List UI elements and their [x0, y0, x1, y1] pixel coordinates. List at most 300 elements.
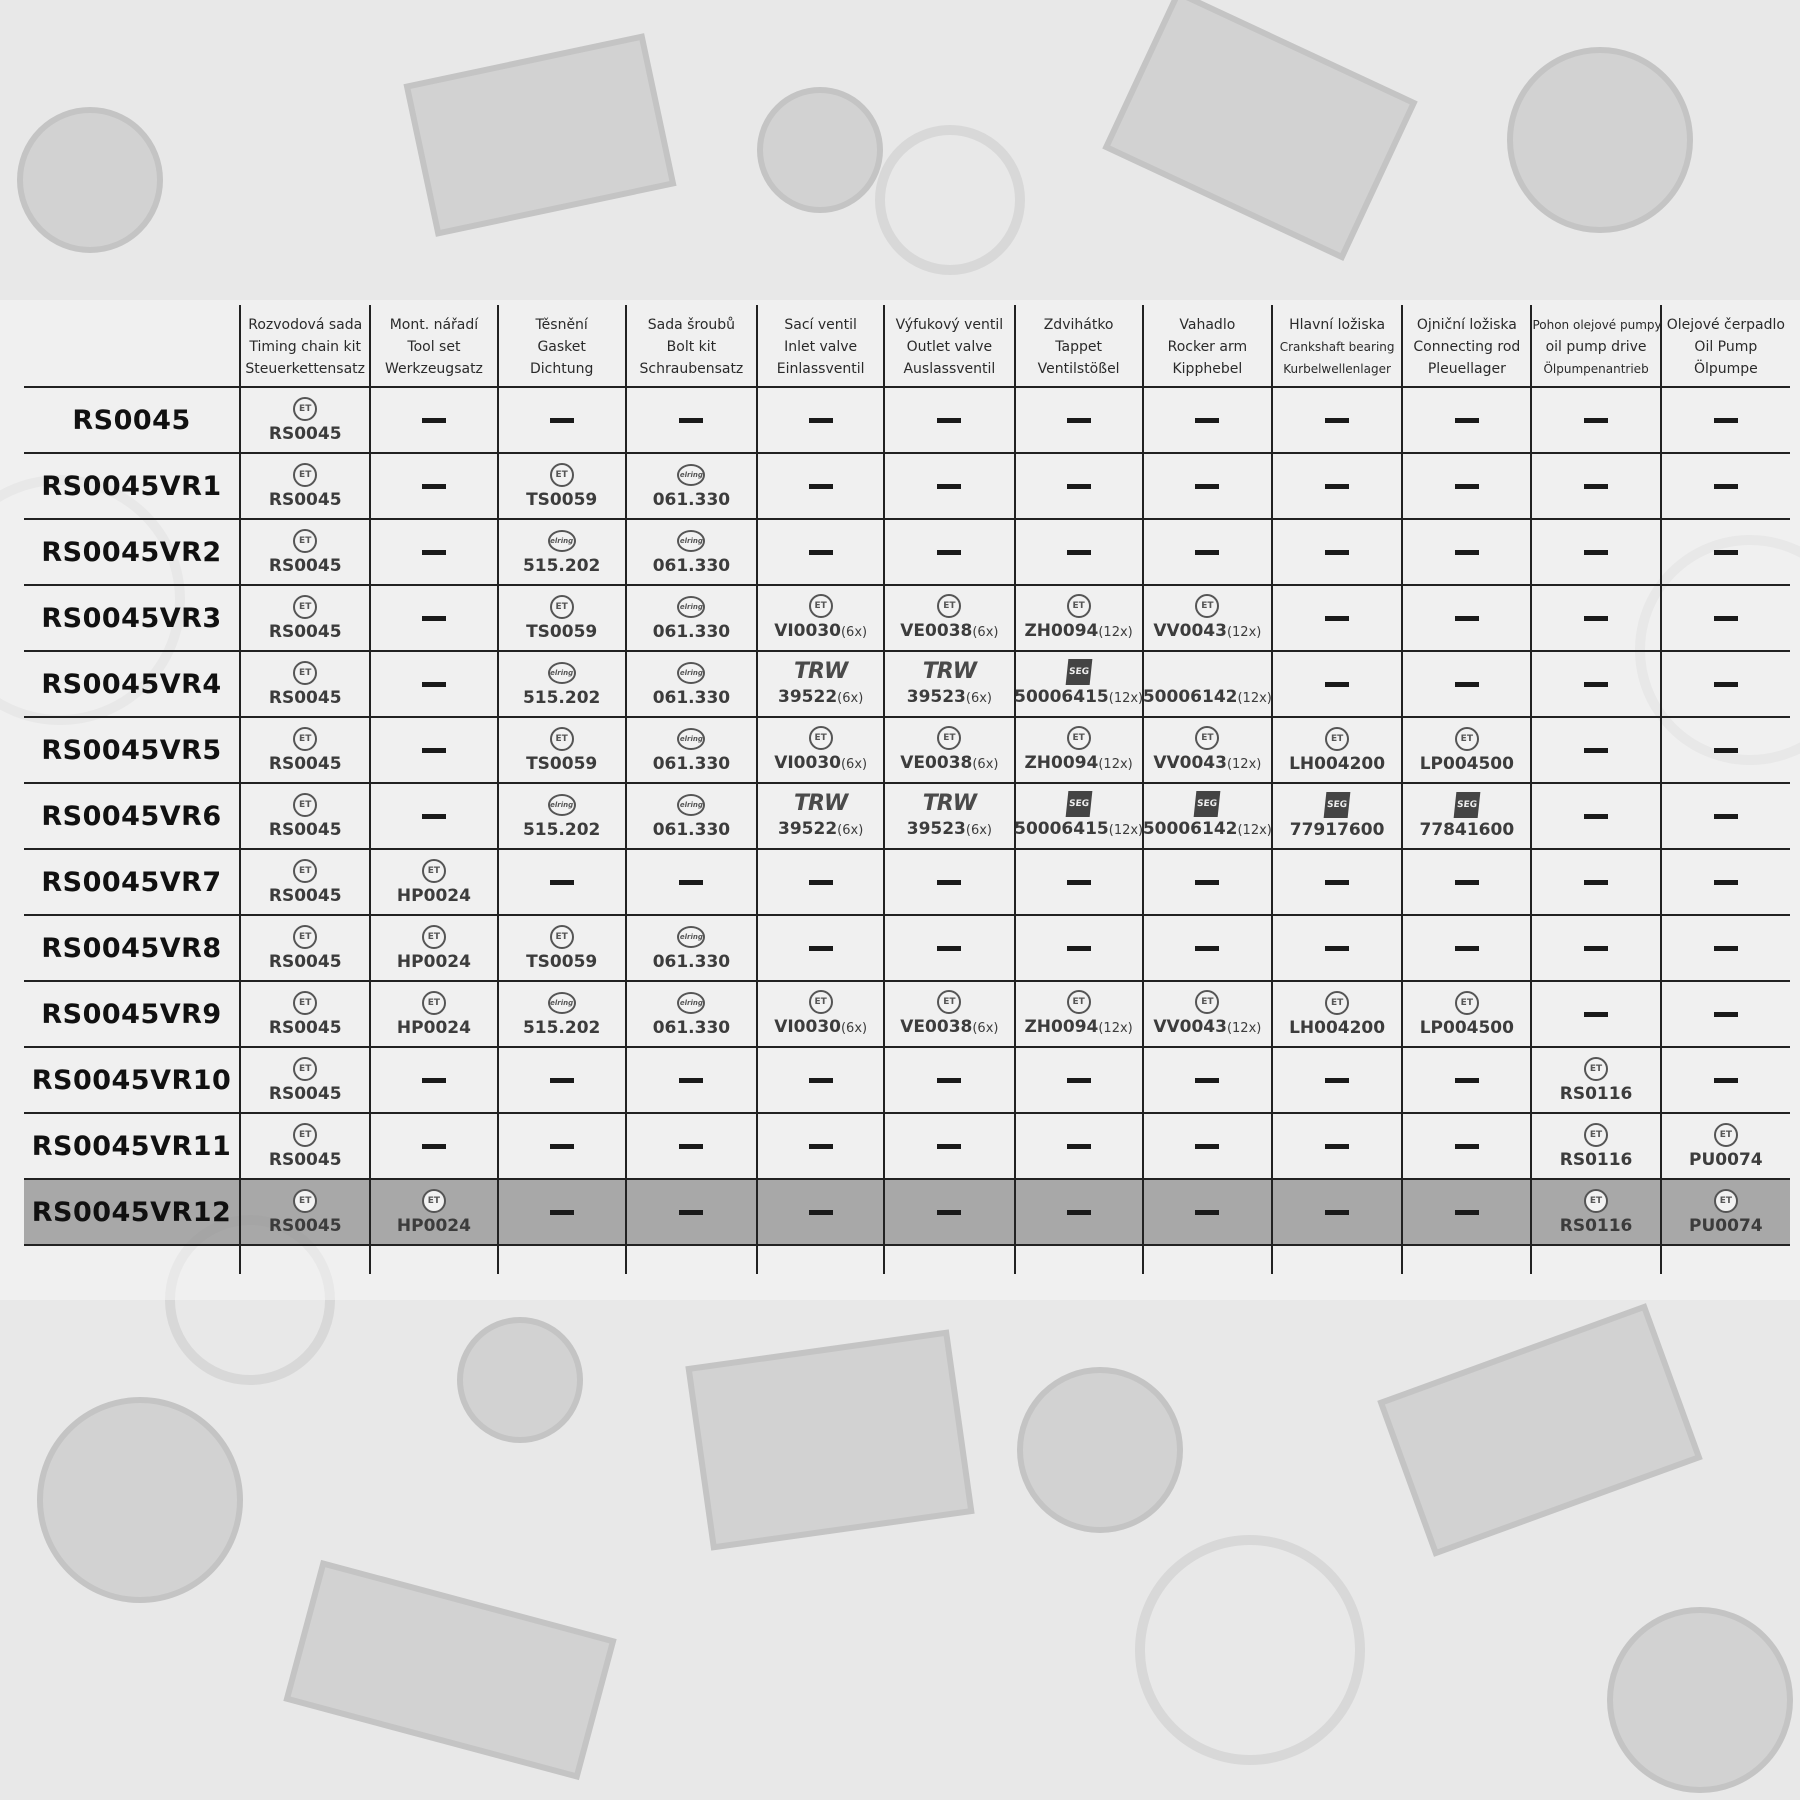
part-number	[1560, 1216, 1633, 1236]
column-header-label: Těsnění	[535, 317, 588, 333]
part-cell-content	[371, 454, 496, 518]
part-cell	[498, 651, 626, 717]
table-row	[24, 783, 1790, 849]
brand-logo	[1325, 793, 1349, 817]
part-cell	[757, 717, 884, 783]
not-included-dash	[679, 418, 703, 423]
part-number	[1153, 621, 1261, 643]
elring-logo-icon: elring	[677, 728, 705, 750]
part-number	[1143, 819, 1272, 841]
part-code: LH004200	[1289, 1017, 1386, 1038]
part-cell-content	[885, 454, 1013, 518]
part-cell-content	[885, 1180, 1013, 1244]
not-included-dash	[422, 418, 446, 423]
part-number	[526, 754, 597, 774]
part-cell	[626, 783, 757, 849]
not-included-dash	[422, 550, 446, 555]
brand-logo	[422, 925, 446, 949]
column-header-label: Rocker arm	[1167, 339, 1248, 355]
part-code: 39522	[778, 686, 838, 707]
table-body	[24, 387, 1790, 1245]
part-cell-content	[1273, 1114, 1401, 1178]
column-tail	[1401, 1246, 1403, 1274]
part-cell	[498, 783, 626, 849]
part-cell-content	[1532, 1180, 1659, 1244]
brand-logo	[1714, 1123, 1738, 1147]
part-cell	[1015, 585, 1143, 651]
part-cell	[240, 783, 370, 849]
part-cell	[1015, 915, 1143, 981]
part-cell-content	[1662, 850, 1790, 914]
part-quantity: (12x)	[1226, 756, 1262, 772]
part-code: RS0045	[268, 423, 342, 444]
part-cell	[1402, 783, 1531, 849]
part-number	[653, 622, 730, 642]
part-cell	[1531, 387, 1660, 453]
elring-logo-icon: elring	[548, 992, 576, 1014]
part-cell-content	[1273, 652, 1401, 716]
column-tail	[1271, 1246, 1273, 1274]
part-cell	[1015, 519, 1143, 585]
part-cell-content	[1532, 520, 1659, 584]
not-included-dash	[1455, 1144, 1479, 1149]
part-code: RS0045	[268, 1215, 342, 1236]
part-number	[1289, 754, 1385, 774]
part-cell-content	[1532, 1048, 1659, 1112]
part-cell-content	[1532, 454, 1659, 518]
part-cell-content	[1662, 586, 1790, 650]
part-cell	[1015, 849, 1143, 915]
part-cell	[884, 915, 1014, 981]
brand-logo	[1195, 594, 1219, 618]
part-cell	[1272, 519, 1402, 585]
part-cell	[884, 651, 1014, 717]
kit-number: RS0045VR10	[24, 1047, 240, 1113]
part-cell	[884, 849, 1014, 915]
part-cell	[498, 1179, 626, 1245]
part-cell-content	[499, 850, 625, 914]
part-cell-content	[371, 586, 496, 650]
part-number	[1024, 753, 1132, 775]
part-cell	[1531, 1179, 1660, 1245]
part-cell	[626, 1113, 757, 1179]
not-included-dash	[1584, 616, 1608, 621]
part-code: TS0059	[526, 489, 598, 510]
part-cell-content	[1662, 454, 1790, 518]
part-cell-content	[758, 982, 883, 1046]
column-header-oil-pump-drive	[1531, 305, 1660, 387]
brand-logo	[293, 1123, 317, 1147]
brand-logo	[548, 793, 576, 817]
part-cell	[1143, 717, 1272, 783]
part-cell	[498, 519, 626, 585]
part-cell-content	[241, 1180, 369, 1244]
column-header-tool-set	[370, 305, 497, 387]
brand-logo	[923, 660, 976, 684]
part-cell-content	[1403, 1048, 1530, 1112]
part-cell-content	[241, 454, 369, 518]
part-cell	[757, 519, 884, 585]
part-cell	[370, 1047, 497, 1113]
part-cell-content	[758, 850, 883, 914]
part-cell	[498, 717, 626, 783]
et-logo-icon: ET	[1067, 726, 1091, 750]
column-tail	[369, 1246, 371, 1274]
elring-logo-icon: elring	[677, 596, 705, 618]
not-included-dash	[1325, 880, 1349, 885]
part-cell	[626, 387, 757, 453]
part-cell-content	[627, 718, 756, 782]
et-logo-icon: ET	[809, 990, 833, 1014]
column-header-label: Tappet	[1055, 339, 1102, 355]
not-included-dash	[1195, 484, 1219, 489]
part-code: LP004500	[1419, 1017, 1514, 1038]
part-code: PU0074	[1689, 1215, 1763, 1236]
not-included-dash	[1714, 418, 1738, 423]
part-cell-content	[627, 784, 756, 848]
part-cell	[1272, 717, 1402, 783]
part-code: LH004200	[1289, 753, 1386, 774]
part-number	[269, 556, 342, 576]
column-header-label: Pleuellager	[1427, 361, 1506, 377]
column-header-label: Rozvodová sada	[248, 317, 363, 333]
part-cell-content	[241, 1114, 369, 1178]
part-quantity: (12x)	[1108, 822, 1144, 838]
part-cell	[370, 387, 497, 453]
brand-logo	[794, 660, 847, 684]
part-number	[1153, 1017, 1261, 1039]
part-number	[523, 556, 600, 576]
part-cell-content	[1662, 718, 1790, 782]
elring-logo-icon: elring	[677, 992, 705, 1014]
not-included-dash	[809, 550, 833, 555]
part-cell	[757, 849, 884, 915]
not-included-dash	[1067, 946, 1091, 951]
part-cell	[1402, 1113, 1531, 1179]
column-header-label: oil pump drive	[1545, 339, 1647, 355]
part-cell	[884, 783, 1014, 849]
part-code: HP0024	[396, 951, 471, 972]
column-header-label: Auslassventil	[903, 361, 996, 377]
not-included-dash	[1195, 1210, 1219, 1215]
part-quantity: (12x)	[1098, 1020, 1133, 1036]
part-code: 061.330	[652, 621, 731, 642]
part-code: 50006142	[1142, 686, 1238, 707]
not-included-dash	[1584, 550, 1608, 555]
part-cell	[240, 585, 370, 651]
part-quantity: (6x)	[965, 822, 992, 838]
part-cell	[1531, 717, 1660, 783]
brand-logo	[1714, 1189, 1738, 1213]
part-cell-content	[1403, 916, 1530, 980]
column-header-label: Timing chain kit	[249, 339, 361, 355]
part-cell	[1015, 1179, 1143, 1245]
part-cell-content	[1144, 982, 1271, 1046]
brand-logo	[293, 595, 317, 619]
part-code: LP004500	[1419, 753, 1514, 774]
part-cell-content	[1144, 1114, 1271, 1178]
not-included-dash	[809, 946, 833, 951]
part-cell-content	[1273, 916, 1401, 980]
brand-logo	[937, 594, 961, 618]
part-number	[907, 687, 992, 709]
brand-logo	[1067, 990, 1091, 1014]
part-cell-content	[1144, 916, 1271, 980]
not-included-dash	[550, 1078, 574, 1083]
part-cell	[1272, 1113, 1402, 1179]
brand-logo	[1067, 594, 1091, 618]
part-cell-content	[885, 520, 1013, 584]
column-header-label: Schraubensatz	[639, 361, 744, 377]
part-number	[653, 688, 730, 708]
not-included-dash	[1325, 550, 1349, 555]
not-included-dash	[1714, 484, 1738, 489]
not-included-dash	[1325, 418, 1349, 423]
part-quantity: (6x)	[840, 624, 868, 640]
part-cell-content	[1403, 1180, 1530, 1244]
part-cell-content	[371, 1180, 496, 1244]
part-cell	[1661, 387, 1790, 453]
part-cell	[626, 1047, 757, 1113]
part-code: VE0038	[900, 620, 973, 641]
brand-logo	[1067, 660, 1091, 684]
kit-number: RS0045VR6	[24, 783, 240, 849]
column-header-label: Werkzeugsatz	[384, 361, 483, 377]
part-code: RS0045	[268, 555, 342, 576]
not-included-dash	[1195, 418, 1219, 423]
part-number	[774, 753, 867, 775]
part-cell	[1661, 651, 1790, 717]
column-tail	[1142, 1246, 1144, 1274]
part-cell-content	[1144, 1048, 1271, 1112]
column-header-label: Olejové čerpadlo	[1666, 317, 1785, 333]
brand-logo	[937, 990, 961, 1014]
part-number	[1689, 1150, 1763, 1170]
part-code: 50006415	[1014, 686, 1109, 707]
et-logo-icon: ET	[1195, 990, 1219, 1014]
not-included-dash	[1325, 616, 1349, 621]
part-cell	[626, 1179, 757, 1245]
part-cell-content	[241, 1048, 369, 1112]
et-logo-icon: ET	[937, 990, 961, 1014]
part-cell-content	[371, 388, 496, 452]
part-number	[269, 1018, 342, 1038]
part-cell-content	[1403, 586, 1530, 650]
table-row	[24, 651, 1790, 717]
column-header-label: Mont. nářadí	[389, 317, 479, 333]
part-cell-content	[885, 718, 1013, 782]
part-number	[1420, 1018, 1514, 1038]
column-header-label: Vahadlo	[1179, 317, 1236, 333]
brand-logo	[1195, 792, 1219, 816]
part-code: VI0030	[774, 752, 841, 773]
et-logo-icon: ET	[293, 397, 317, 421]
part-number	[269, 1216, 342, 1236]
seg-logo-icon: SEG	[1453, 792, 1480, 818]
part-cell	[1143, 981, 1272, 1047]
part-code: ZH0094	[1024, 752, 1099, 773]
kit-number: RS0045VR11	[24, 1113, 240, 1179]
brand-logo	[293, 859, 317, 883]
part-quantity: (12x)	[1226, 624, 1262, 640]
column-header-label: Einlassventil	[776, 361, 865, 377]
not-included-dash	[937, 550, 961, 555]
part-code: PU0074	[1689, 1149, 1763, 1170]
part-cell-content	[1532, 1114, 1659, 1178]
not-included-dash	[1325, 1210, 1349, 1215]
part-cell	[884, 519, 1014, 585]
not-included-dash	[679, 1210, 703, 1215]
column-tail	[883, 1246, 885, 1274]
kit-number: RS0045VR4	[24, 651, 240, 717]
part-cell-content	[758, 1048, 883, 1112]
part-cell-content	[758, 520, 883, 584]
et-logo-icon: ET	[293, 727, 317, 751]
part-number	[900, 621, 998, 643]
part-cell	[1402, 1047, 1531, 1113]
part-code: TS0059	[526, 753, 598, 774]
et-logo-icon: ET	[1325, 727, 1349, 751]
not-included-dash	[809, 880, 833, 885]
part-cell	[1661, 453, 1790, 519]
et-logo-icon: ET	[293, 1123, 317, 1147]
not-included-dash	[1195, 550, 1219, 555]
part-cell	[240, 453, 370, 519]
part-cell-content	[1532, 388, 1659, 452]
brand-logo	[1195, 990, 1219, 1014]
part-quantity: (6x)	[965, 690, 992, 706]
part-code: ZH0094	[1024, 1016, 1099, 1037]
part-cell	[1272, 1047, 1402, 1113]
part-code: TS0059	[526, 951, 598, 972]
not-included-dash	[1584, 1012, 1608, 1017]
part-cell	[884, 387, 1014, 453]
part-number	[397, 952, 471, 972]
column-header-rocker-arm	[1143, 305, 1272, 387]
part-cell-content	[1662, 916, 1790, 980]
not-included-dash	[1067, 550, 1091, 555]
column-header-connecting-rod	[1402, 305, 1531, 387]
part-cell-content	[1144, 1180, 1271, 1244]
et-logo-icon: ET	[550, 727, 574, 751]
part-cell	[1531, 519, 1660, 585]
part-cell	[1015, 1113, 1143, 1179]
not-included-dash	[1714, 550, 1738, 555]
elring-logo-icon: elring	[548, 530, 576, 552]
not-included-dash	[550, 1144, 574, 1149]
brand-logo	[1067, 792, 1091, 816]
et-logo-icon: ET	[1584, 1057, 1608, 1081]
et-logo-icon: ET	[809, 594, 833, 618]
part-cell	[1143, 783, 1272, 849]
column-header-label: Kipphebel	[1172, 361, 1243, 377]
brand-logo	[677, 793, 705, 817]
part-cell	[1143, 1047, 1272, 1113]
part-code: 061.330	[652, 687, 731, 708]
part-cell-content	[627, 454, 756, 518]
part-code: RS0045	[268, 885, 342, 906]
kit-number: RS0045VR2	[24, 519, 240, 585]
part-cell-content	[885, 850, 1013, 914]
table-row	[24, 387, 1790, 453]
not-included-dash	[1714, 1012, 1738, 1017]
part-cell	[240, 1113, 370, 1179]
not-included-dash	[679, 1144, 703, 1149]
not-included-dash	[809, 1078, 833, 1083]
column-header-label: Crankshaft bearing	[1279, 340, 1395, 354]
part-cell	[884, 717, 1014, 783]
not-included-dash	[550, 880, 574, 885]
brand-logo	[1455, 727, 1479, 751]
brand-logo	[1584, 1123, 1608, 1147]
et-logo-icon: ET	[293, 529, 317, 553]
part-cell	[370, 849, 497, 915]
et-logo-icon: ET	[293, 595, 317, 619]
part-cell-content	[1403, 1114, 1530, 1178]
part-cell	[498, 453, 626, 519]
part-number	[1024, 621, 1132, 643]
part-cell-content	[1273, 586, 1401, 650]
part-cell-content	[1403, 652, 1530, 716]
part-cell-content	[885, 652, 1013, 716]
et-logo-icon: ET	[1584, 1189, 1608, 1213]
part-cell	[626, 915, 757, 981]
et-logo-icon: ET	[1195, 594, 1219, 618]
part-cell-content	[499, 982, 625, 1046]
column-header-label: Ojniční ložiska	[1416, 317, 1517, 333]
part-cell-content	[241, 652, 369, 716]
not-included-dash	[937, 946, 961, 951]
not-included-dash	[679, 880, 703, 885]
not-included-dash	[1455, 880, 1479, 885]
not-included-dash	[1584, 814, 1608, 819]
not-included-dash	[422, 748, 446, 753]
column-header-label: Sada šroubů	[647, 317, 736, 333]
table-row	[24, 1179, 1790, 1245]
part-number	[269, 754, 342, 774]
part-cell-content	[1016, 454, 1142, 518]
elring-logo-icon: elring	[548, 794, 576, 816]
kit-number: RS0045VR1	[24, 453, 240, 519]
part-cell	[1531, 453, 1660, 519]
part-code: 061.330	[652, 753, 731, 774]
column-header-bolt-kit	[626, 305, 757, 387]
not-included-dash	[1455, 418, 1479, 423]
part-cell-content	[1273, 520, 1401, 584]
part-number	[526, 490, 597, 510]
part-cell-content	[1662, 388, 1790, 452]
part-cell-content	[1016, 520, 1142, 584]
part-cell	[1661, 783, 1790, 849]
not-included-dash	[1067, 880, 1091, 885]
seg-logo-icon: SEG	[1194, 791, 1221, 817]
part-cell-content	[499, 784, 625, 848]
column-tail	[1660, 1246, 1662, 1274]
part-code: 061.330	[652, 555, 731, 576]
part-number	[1560, 1150, 1633, 1170]
not-included-dash	[1714, 1078, 1738, 1083]
part-cell	[1272, 585, 1402, 651]
part-code: 061.330	[652, 1017, 731, 1038]
part-cell-content	[1403, 388, 1530, 452]
part-cell-content	[1016, 982, 1142, 1046]
part-number	[653, 556, 730, 576]
et-logo-icon: ET	[550, 463, 574, 487]
part-cell-content	[885, 586, 1013, 650]
part-cell	[757, 651, 884, 717]
not-included-dash	[422, 1144, 446, 1149]
part-cell	[1661, 1047, 1790, 1113]
